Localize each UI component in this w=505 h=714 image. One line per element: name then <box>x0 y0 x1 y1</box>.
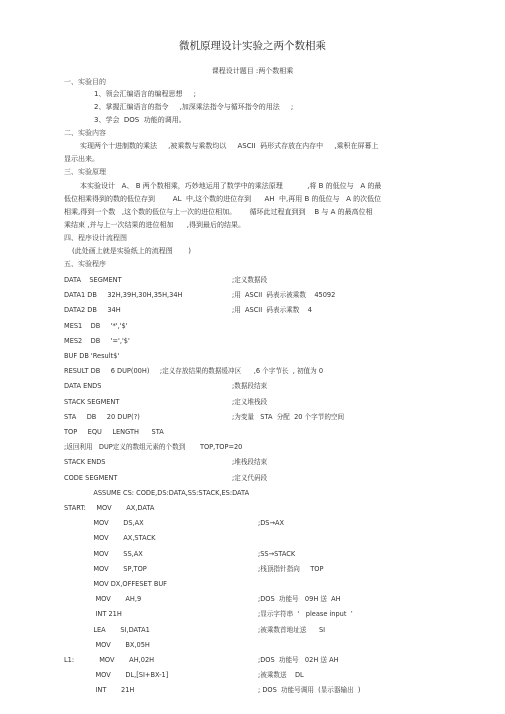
code-comment: ;堆栈段结束 <box>232 458 268 467</box>
code-line: MOV SP,TOP <box>64 564 147 573</box>
purpose-item: 2、掌握汇编语言的指令 ,加深乘法指令与循环指令的用法 ; <box>94 103 294 111</box>
code-line: INT 21H <box>64 610 122 619</box>
code-comment: ;DOS 功能号 09H 送 AH <box>258 595 341 604</box>
code-line: TOP EQU LENGTH STA <box>64 428 164 436</box>
code-line: L1: MOV AH,02H <box>64 656 155 664</box>
assignment-subtitle: 课程设计题目 :两个数相乘 <box>211 67 294 75</box>
code-line: STACK ENDS <box>64 458 106 467</box>
code-comment: ;显示字符串 ‘ please input ’ <box>258 610 353 619</box>
code-line: MES1 DB '*','$' <box>64 321 128 330</box>
code-line: STA DB 20 DUP(?) <box>64 412 140 421</box>
purpose-item: 3、学会 DOS 功能的调用。 <box>94 116 186 124</box>
code-line: DATA1 DB 32H,39H,30H,35H,34H <box>64 291 183 300</box>
flowchart-note: (此处画上就是实验纸上的流程图 ) <box>72 247 192 255</box>
code-comment: ;DS→AX <box>258 519 285 528</box>
code-line: MOV SS,AX <box>64 549 143 558</box>
code-line: DATA SEGMENT <box>64 276 122 284</box>
code-line: ASSUME CS: CODE,DS:DATA,SS:STACK,ES:DATA <box>64 488 250 497</box>
code-line: MOV DS,AX <box>64 519 144 528</box>
code-comment: ;栈顶指针指向 TOP <box>258 564 324 573</box>
section-heading-content: 二、实验内容 <box>64 129 106 137</box>
content-paragraph-line: 实现两个十进制数的乘法 ,被乘数与乘数均以 ASCII 码形式存放在内存中 ,乘积在屏幕上 <box>80 142 379 150</box>
code-comment: ; DOS 功能号调用 (显示器输出 ) <box>258 686 361 695</box>
principle-paragraph-line: 乘结束 ,并与上一次结果的进位相加 ,得到最后的结果。 <box>64 221 246 229</box>
code-comment: ;数据段结束 <box>232 382 268 391</box>
code-line: DATA ENDS <box>64 382 102 391</box>
code-line: START: MOV AX,DATA <box>64 504 155 512</box>
section-heading-principle: 三、实验原理 <box>64 168 106 176</box>
code-comment: ;DOS 功能号 02H 送 AH <box>258 656 339 664</box>
purpose-item: 1、领会汇编语言的编程思想 ; <box>94 90 196 98</box>
section-heading-program: 五、实验程序 <box>64 260 106 268</box>
code-line: MOV AH,9 <box>64 595 142 604</box>
code-comment: ;定义代码段 <box>232 473 268 482</box>
code-line: DATA2 DB 34H <box>64 306 121 315</box>
principle-paragraph-line: 相乘,得到一个数 ,这个数的低位与上一次的进位相加。 循环此过程直到到 B 与 A 的最高位相 <box>64 208 373 216</box>
section-heading-flowchart: 四、程序设计流程图 <box>64 234 127 242</box>
content-paragraph-line: 显示出来。 <box>64 155 99 163</box>
code-comment: ;为变量 STA 分配 20 个字节的空间 <box>232 412 345 421</box>
code-line: MES2 DB '=','$' <box>64 336 130 345</box>
code-line: MOV DL,[SI+BX-1] <box>64 671 169 680</box>
code-line: ;返回利用 DUP定义的数组元素的个数到 TOP,TOP=20 <box>64 443 243 452</box>
section-heading-purpose: 一、实验目的 <box>64 78 106 86</box>
code-line: BUF DB 'Result$' <box>64 352 120 360</box>
code-line: STACK SEGMENT <box>64 397 120 406</box>
code-line: INT 21H <box>64 686 135 695</box>
code-line: MOV BX,05H <box>64 640 150 649</box>
code-comment: ;定义数据段 <box>232 276 268 284</box>
code-line: CODE SEGMENT <box>64 473 118 482</box>
code-line: RESULT DB 6 DUP(00H) ;定义存放结果的数据缓冲区 ,6 个字节长 , 初值为 0 <box>64 367 324 376</box>
code-line: MOV AX,STACK <box>64 534 156 543</box>
code-line: MOV DX,OFFESET BUF <box>64 580 167 588</box>
code-comment: ;用 ASCII 码表示乘数 4 <box>232 306 312 315</box>
code-comment: ;SS→STACK <box>258 549 296 558</box>
document-title: 微机原理设计实验之两个数相乘 <box>179 40 326 52</box>
code-comment: ;被乘数送 DL <box>258 671 304 680</box>
code-comment: ;定义堆栈段 <box>232 397 268 406</box>
code-line: LEA SI,DATA1 <box>64 625 150 634</box>
code-comment: ;被乘数首地址送 SI <box>258 625 326 634</box>
code-comment: ;用 ASCII 码表示被乘数 45092 <box>232 291 336 300</box>
principle-paragraph-line: 本实验设计 A、 B 两个数相乘，巧妙地运用了数学中的乘法原理 ,将 B 的低位与 A 的最 <box>80 182 382 190</box>
principle-paragraph-line: 低位相乘得到的数的低位存到 AL 中,这个数的进位存到 AH 中,再用 B 的低位与 A 的次低位 <box>64 195 382 203</box>
